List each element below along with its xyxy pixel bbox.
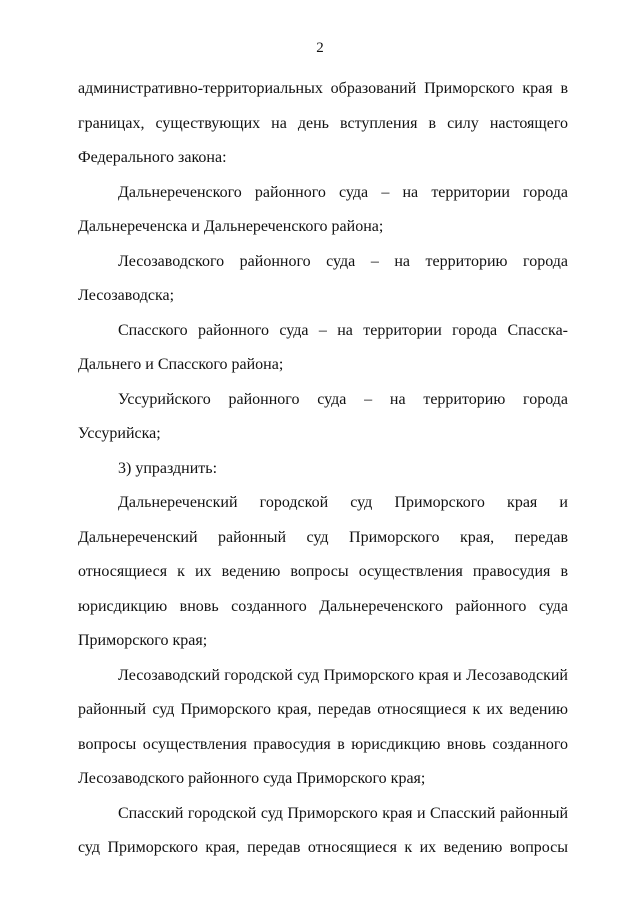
paragraph-abolish-dalnerechensk: Дальнереченский городской суд Приморского края и Дальнереченский районный суд Приморского края, передав относящиеся к их ведению вопросы осуществления правосудия в юрисдикцию вновь созданного Дальнереченского районного суда Приморского края; (78, 494, 568, 649)
paragraph-abolish-heading: 3) упразднить: (118, 459, 218, 477)
paragraph-dalnerechensk-court: Дальнереченского районного суда – на территории города Дальнереченска и Дальнереченского района; (78, 183, 568, 235)
paragraph-ussuriysk-court: Уссурийского районного суда – на территорию города Уссурийска; (78, 390, 568, 442)
paragraph-spassk-court: Спасского районного суда – на территории города Спасска-Дальнего и Спасского района; (78, 321, 568, 373)
paragraph-lesozavodsk-court: Лесозаводского районного суда – на территорию города Лесозаводска; (78, 252, 568, 304)
paragraph-abolish-spassk: Спасский городской суд Приморского края и Спасский районный суд Приморского края, передав относящиеся к их ведению вопросы (78, 804, 568, 856)
document-body (78, 72, 568, 866)
page-number: 2 (316, 40, 324, 56)
paragraph-continuation: административно-территориальных образований Приморского края в границах, существующих на день вступления в силу настоящего Федерального закона: (78, 80, 568, 166)
paragraph-abolish-lesozavodsk: Лесозаводский городской суд Приморского края и Лесозаводский районный суд Приморского края, передав относящиеся к их ведению вопросы осуществления правосудия в юрисдикцию вновь созданного Лесозаводского районного суда Приморского края; (78, 666, 568, 787)
